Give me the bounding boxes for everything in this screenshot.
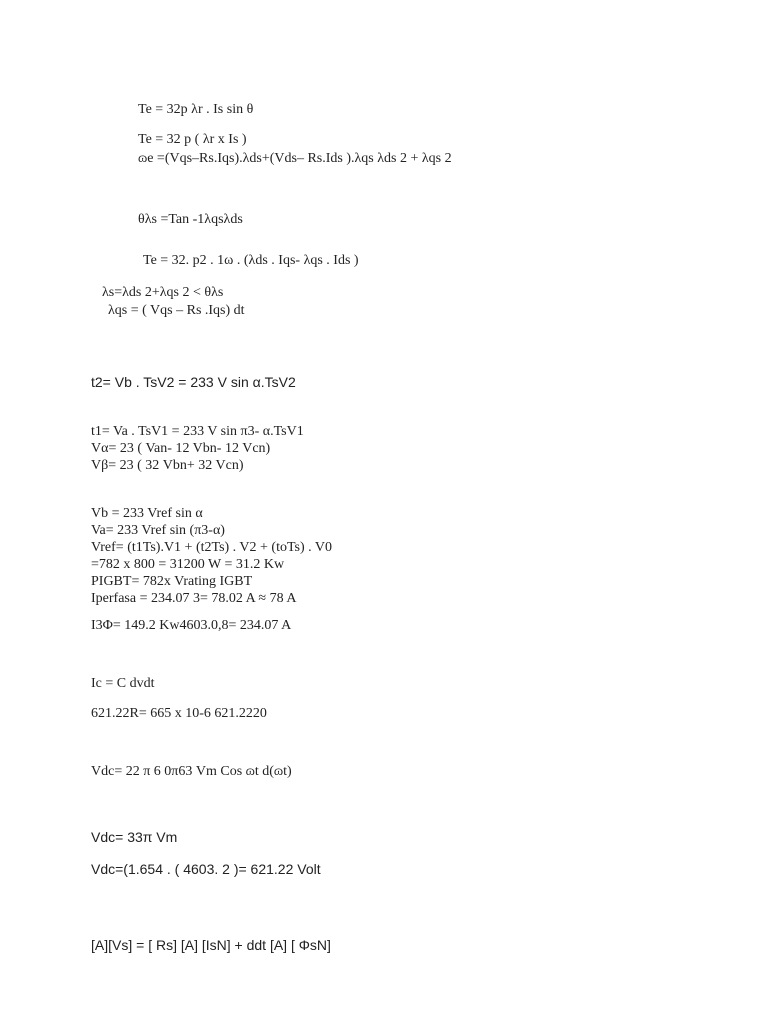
equation-line-9: t1= Va . TsV1 = 233 V sin π3- α.TsV1 — [91, 424, 304, 439]
equation-line-1: Te = 32p λr . Is sin θ — [138, 102, 254, 117]
equation-line-10: Vα= 23 ( Van- 12 Vbn- 12 Vcn) — [91, 441, 271, 456]
equation-line-15: =782 x 800 = 31200 W = 31.2 Kw — [91, 557, 285, 572]
equation-line-2: Te = 32 p ( λr x Is ) — [138, 132, 247, 147]
equation-line-11: Vβ= 23 ( 32 Vbn+ 32 Vcn) — [91, 458, 244, 473]
equation-line-4: θλs =Tan -1λqsλds — [138, 212, 243, 227]
equation-line-14: Vref= (t1Ts).V1 + (t2Ts) . V2 + (toTs) . V0 — [91, 540, 333, 555]
equation-line-5: Te = 32. p2 . 1ω . (λds . Iqs- λqs . Ids ) — [143, 253, 359, 268]
equation-line-19: Ic = C dvdt — [91, 676, 155, 691]
equation-line-22: Vdc= 33π Vm — [91, 829, 178, 845]
equation-line-16: PIGBT= 782x Vrating IGBT — [91, 574, 253, 589]
equation-line-6: λs=λds 2+λqs 2 < θλs — [102, 285, 224, 300]
equation-line-12: Vb = 233 Vref sin α — [91, 506, 203, 521]
equation-line-17: Iperfasa = 234.07 3= 78.02 A ≈ 78 A — [91, 591, 297, 606]
equation-line-21: Vdc= 22 π 6 0π63 Vm Cos ɷt d(ɷt) — [91, 764, 292, 779]
equation-line-13: Va= 233 Vref sin (π3-α) — [91, 523, 225, 538]
equation-line-23: Vdc=(1.654 . ( 4603. 2 )= 621.22 Volt — [91, 861, 321, 877]
equation-line-20: 621.22R= 665 x 10-6 621.2220 — [91, 706, 267, 721]
equation-line-8: t2= Vb . TsV2 = 233 V sin α.TsV2 — [91, 374, 296, 390]
equation-line-18: I3Φ= 149.2 Kw4603.0,8= 234.07 A — [91, 618, 292, 633]
equation-line-7: λqs = ( Vqs – Rs .Iqs) dt — [108, 303, 245, 318]
equation-line-24: [A][Vs] = [ Rs] [A] [IsN] + ddt [A] [ ΦsN] — [91, 937, 331, 953]
equation-line-3: ɷe =(Vqs–Rs.Iqs).λds+(Vds– Rs.Ids ).λqs λds 2 + λqs 2 — [138, 151, 452, 166]
